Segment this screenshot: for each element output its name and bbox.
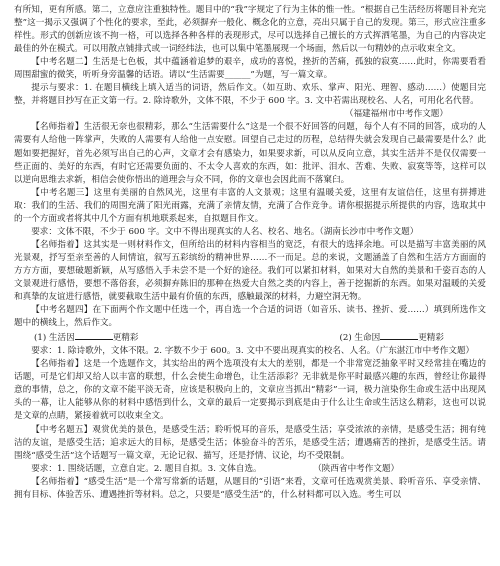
paragraph-topic-2-analysis: 【名师指着】生活很无奈也很精彩，那么“生活需要什么”这是一个很不好回答的问题，每个人有不同的回答，成功的人需要有人给他一阵掌声，失败的人需要有人给他一点安慰。回望自己走过的历程，总结得失就会发现自己最需要是什么？此题如要把握好，首先必须写出自己的心声，文章才会有感染力，如果要求新，可以从反向立意，其实生活并不是仅仅需要一些正面的、美好的东西，有时它还需要负面的、不太令人喜欢的东西，如：批评、泪水、苦难、失败、寂寞等等，这样可以以逆向思维去求新，相信会使你悟出的道理会与众不同，你的文章也会因此而不落窠臼。: [14, 122, 486, 185]
fill-in-blank: [380, 330, 418, 340]
topic-4-options: [14, 330, 486, 345]
paragraph-topic-3-analysis: 【名师指着】这其实是一则材料作文，但所给出的材料内容相当的宽泛，有很大的选择余地。可以是描写丰富美丽的风光景观，抒写至亲至善的人间情谊，叙写五彩缤纷的精神世界……不一而足。总的来说，文题涵盖了自然和生活方方面面的方方方面，要想破题新颖，从写感悟入手未尝不是一个好的途径。我们可以紧扣材料，如果对大自然的美景和千姿百态的人文景观进行感悟，要想不落俗套，必须摒弃陈旧的那种在热爱大自然之类的内容上，善于挖掘新的东西。如果对温暖的关爱和真挚的友谊进行感悟，就要截取生活中最有价值的东西，感触最深的材料，力避空洞无物。: [14, 239, 486, 303]
paragraph-topic-4-analysis: 【名师指着】这是一个选题作文，其实给出的两个选项没有太大的差别，都是一个非常宽泛抽象平时又经常挂在嘴边的话题，可是它们却又给人以丰富的联想，什么会使生命增色，让生活添彩？无非就是你平时最感兴趣的东西，曾经让你最得意的事情，总之，你的文章不能平淡无奇，应该是积极向上的，文章应当抓出“精彩”一词，极力渲染你生命或生活中出现风头的一幕，让人能够从你的材料中感悟到什么，文章的最后一定要揭示到底是由于什么让生命或生活这么精彩，这也可以说是文章的点睛，紧接着就可以收束全文。: [14, 359, 486, 422]
paragraph-topic-4-requirements: 要求：1. 除诗歌外，文体不限。2. 字数不少于 600。3. 文中不要出现真实的校名、人名。（广东湛江市中考作文题）: [31, 346, 475, 357]
paragraph-exam-topic-5: 【中考名题五】观赏优美的景色，是感受生活；聆听悦耳的音乐，是感受生活；享受浓浓的亲情，是感受生活；拥有纯洁的友谊，是感受生活；追求远大的目标，是感受生活；体验奋斗的苦乐，是感受生活；遭遇痛苦的挫折，是感受生活。请围绕“感受生活”这个话题写一篇文章，无论记叙、描写，还是抒情、议论，均不受限制。: [14, 424, 486, 461]
topic-4-option-1: (1) 生活因 更精彩: [34, 330, 138, 345]
paragraph-topic-5-requirements: 要求：1. 围绕话题，立意自定。2. 题目自拟。3. 文体自选。 （陕西省中考作文题）: [31, 463, 400, 474]
paragraph-topic-2-requirements: 提示与要求：1. 在题目横线上填入适当的词语，然后作文。（如互助、欢乐、掌声、阳光、理智、感动……）使题目完整，并将题目抄写在正文第一行。2. 除诗歌外，文体不限，不少于 600 字。3. 文中若需出现校名、人名，可用化名代替。: [14, 83, 486, 107]
paragraph-exam-topic-4: 【中考名题四】在下面两个作文题中任选一个，再自选一个合适的词语（如音乐、读书、挫折、爱……）填到所选作文题中的横线上，然后作文。: [14, 305, 486, 329]
paragraph-exam-topic-2: 【中考名题二】生活是七色板，其中蕴涵着追梦的艰辛，成功的喜悦，挫折的苦痛，孤独的寂寞……此时，你需要看看周围甜蜜的微笑，听听身旁温馨的话语。请以“生活需要______”为题，写一篇文章。: [14, 57, 486, 81]
fill-in-blank: [75, 330, 113, 340]
topic-4-option-2: (2) 生命因 更精彩: [340, 330, 444, 345]
paragraph-topic-3-requirements: 要求：文体不限，不少于 600 字。文中不得出现真实的人名、校名、地名。（湖南长沙市中考作文题）: [31, 226, 419, 237]
paragraph-topic-2-source: （福建福州市中考作文题）: [344, 109, 448, 120]
paragraph-intro-conclusion: 有所知，更有所感。第二，立意应注重独特性。题目中的“我”字规定了行为主体的惟一性。“根据自己生活经历将题目补充完整”这一揭示又强调了个性化的要求，至此，必须摒弃一般化、概念化的立意，亮出只属于自己的发现。第三，形式应注重多样性。形式的创新应该不拘一格，可以选择各种各样的表现形式，尽可以选择自己擅长的方式挥洒笔墨，为自己的内容决定最佳的外在模式。可以用散点铺排式或一词经纬法，也可以集中笔墨展现一个场面，然后以一句精妙的点示收束全文。: [14, 5, 486, 55]
paragraph-exam-topic-3: 【中考名题三】这里有美丽的自然风光，这里有丰富的人文景观；这里有温暖关爱，这里有友谊信任，这里有拼搏进取：我们的生活、我们的周围充满了阳光雨露，充满了亲情友情，充满了合作竞争。请你根据提示所提供的内容，选取其中的一个方面或者将其中几个方面有机地联系起来，自拟题目作文。: [14, 187, 486, 224]
paragraph-topic-5-analysis: 【名师指着】“感受生活”是一个常写常新的话题，从题目的“引语”来看，文章可任选观赏美景、聆听音乐、享受亲情、拥有目标、体验苦乐、遭遇挫折等材料。总之，只要是“感受生活”的，什么材料都可以入选。考生可以: [14, 476, 486, 500]
